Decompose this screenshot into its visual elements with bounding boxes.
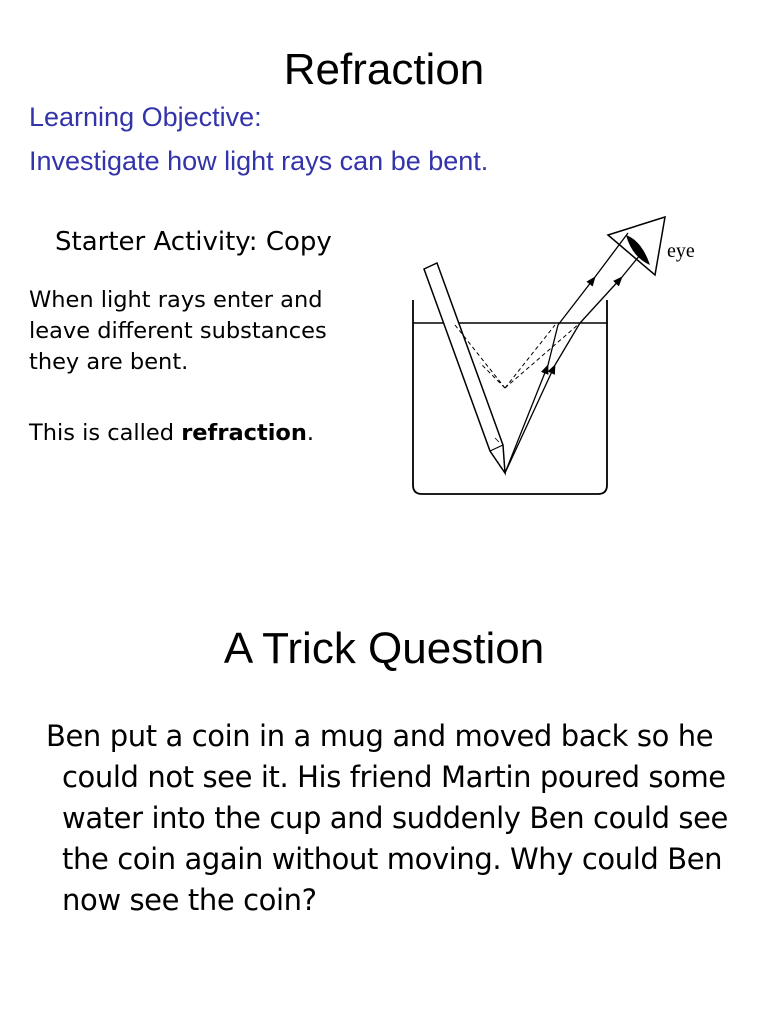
pencil bbox=[424, 263, 505, 473]
slide-title: Refraction bbox=[283, 45, 485, 94]
refraction-diagram bbox=[400, 205, 720, 505]
definition-suffix: . bbox=[306, 420, 315, 446]
refraction-definition bbox=[29, 418, 349, 449]
trick-question-text: Ben put a coin in a mug and moved back so he could not see it. His friend Martin poured some water into the cup and suddenly Ben could see the coin again without moving. Why could Ben now see the coin? bbox=[46, 719, 728, 917]
trick-question-title: A Trick Question bbox=[223, 624, 545, 673]
eye-icon bbox=[608, 217, 665, 275]
definition-prefix: This is called bbox=[29, 420, 182, 446]
eye-label: eye bbox=[667, 240, 695, 262]
learning-objective-text: Investigate how light rays can be bent. bbox=[29, 146, 489, 176]
starter-activity-heading: Starter Activity: Copy bbox=[55, 227, 332, 257]
refraction-explanation: When light rays enter and leave different substances they are bent. bbox=[29, 287, 327, 375]
definition-term: refraction bbox=[181, 420, 307, 446]
light-rays bbox=[505, 233, 640, 473]
learning-objective-label: Learning Objective: bbox=[29, 102, 262, 132]
beaker-outline bbox=[413, 300, 607, 494]
